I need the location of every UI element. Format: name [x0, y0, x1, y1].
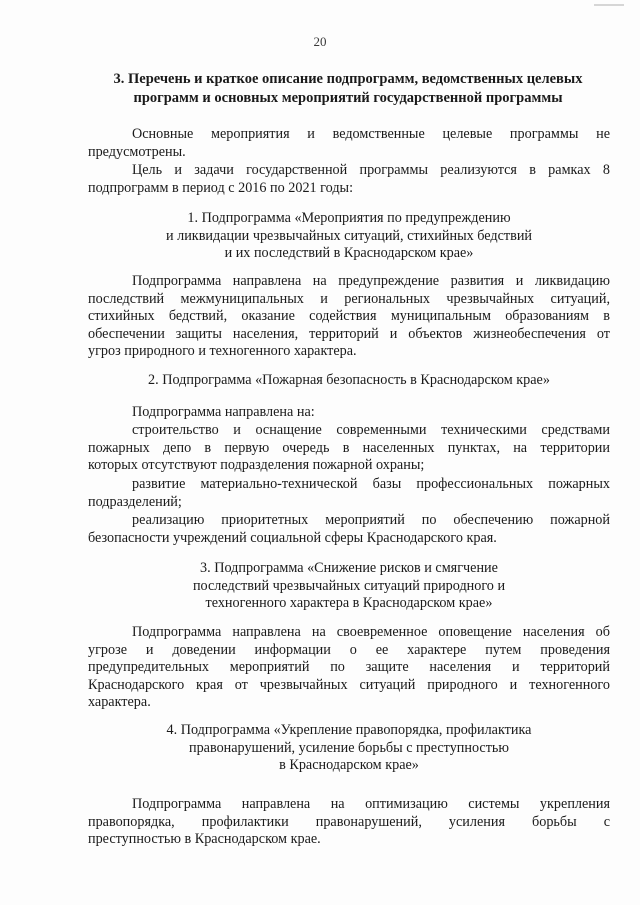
section-heading — [88, 70, 608, 108]
intro-paragraph — [88, 126, 610, 161]
subprogram-2-title — [88, 372, 610, 390]
paragraph-line: развитие материально-технической базы профессиональных пожарных — [132, 476, 610, 492]
subprogram-4-description — [88, 796, 610, 849]
subprogram-3-description — [88, 624, 610, 712]
subprogram-3-title — [88, 560, 610, 613]
paragraph-line: правопорядка, профилактики правонарушений, усиления борьбы с — [88, 813, 610, 830]
paragraph-line: обеспечении защиты населения, территорий и объектов жизнеобеспечения от — [88, 325, 610, 342]
paragraph-line: предупредительных мероприятий по защите населения и территорий — [88, 659, 610, 675]
title-line: 3. Подпрограмма «Снижение рисков и смягчение — [200, 560, 498, 576]
title-line: последствий чрезвычайных ситуаций природного и — [192, 577, 506, 594]
list-item — [88, 476, 610, 511]
scan-artifact — [594, 4, 624, 6]
paragraph-line: Подпрограмма направлена на предупреждение развития и ликвидацию — [132, 273, 610, 289]
paragraph-line: Краснодарского края от чрезвычайных ситуаций природного и техногенного — [88, 676, 610, 693]
title-line: 1. Подпрограмма «Мероприятия по предупреждению — [187, 210, 511, 226]
title-line: и ликвидации чрезвычайных ситуаций, стихийных бедствий — [165, 227, 532, 244]
intro-paragraph — [88, 162, 610, 197]
section-heading-line: программ и основных мероприятий государственной программы — [133, 90, 563, 106]
subprogram-4-title — [88, 722, 610, 775]
paragraph-line: подпрограмм в период с 2016 по 2021 годы: — [88, 179, 354, 196]
subprogram-1-title — [88, 210, 610, 263]
title-line: 4. Подпрограмма «Укрепление правопорядка, профилактика — [166, 722, 532, 738]
paragraph-line: характера. — [88, 694, 151, 710]
paragraph-line: Подпрограмма направлена на оптимизацию системы укрепления — [132, 796, 610, 812]
paragraph-line: преступностью в Краснодарском крае. — [88, 831, 321, 847]
paragraph-line: угрозе и доведении информации о ее характере путем проведения — [88, 641, 610, 658]
paragraph-line: Подпрограмма направлена на: — [132, 404, 315, 420]
paragraph-line: пожарных депо в первую очередь в населенных пунктах, на территории — [88, 439, 610, 456]
title-line: 2. Подпрограмма «Пожарная безопасность в Краснодарском крае» — [148, 372, 550, 388]
subprogram-2-lead — [88, 404, 610, 422]
paragraph-line: которых отсутствуют подразделения пожарной охраны; — [88, 457, 425, 473]
list-item — [88, 512, 610, 547]
paragraph-line: реализацию приоритетных мероприятий по обеспечению пожарной — [132, 512, 610, 528]
title-line: и их последствий в Краснодарском крае» — [224, 245, 474, 261]
title-line: в Краснодарском крае» — [279, 757, 419, 773]
paragraph-line: угроз природного и техногенного характера. — [88, 343, 357, 359]
paragraph-line: подразделений; — [88, 493, 182, 510]
paragraph-line: строительство и оснащение современными техническими средствами — [132, 422, 610, 438]
paragraph-line: Подпрограмма направлена на своевременное оповещение населения об — [132, 624, 610, 640]
page-number: 20 — [313, 34, 327, 49]
list-item — [88, 422, 610, 475]
subprogram-1-description — [88, 273, 610, 361]
section-heading-line: 3. Перечень и краткое описание подпрограмм, ведомственных целевых — [113, 71, 583, 87]
paragraph-line: Основные мероприятия и ведомственные целевые программы не — [132, 126, 610, 142]
title-line: техногенного характера в Краснодарском крае» — [205, 595, 493, 611]
paragraph-line: последствий межмуниципальных и региональных чрезвычайных ситуаций, — [88, 290, 610, 307]
paragraph-line: безопасности учреждений социальной сферы Краснодарского края. — [88, 529, 497, 546]
title-line: правонарушений, усиление борьбы с преступностью — [188, 739, 509, 756]
paragraph-line: предусмотрены. — [88, 143, 186, 160]
paragraph-line: стихийных бедствий, оказание содействия муниципальным образованиям в — [88, 308, 610, 324]
paragraph-line: Цель и задачи государственной программы реализуются в рамках 8 — [132, 162, 610, 178]
